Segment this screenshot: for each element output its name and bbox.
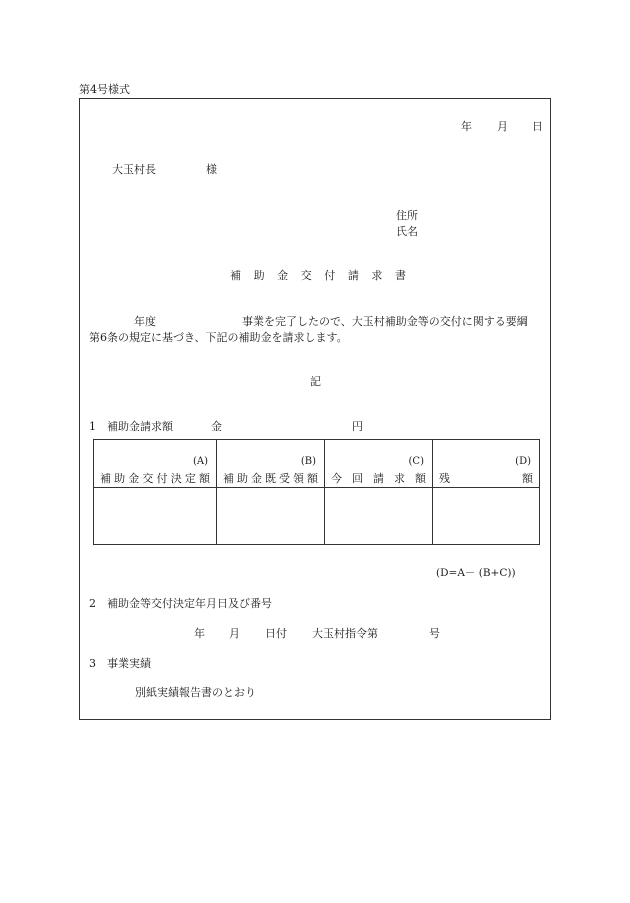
date-year: 年	[461, 120, 472, 133]
directive-label: 大玉村指令第	[312, 627, 378, 640]
header-char: 交	[142, 472, 154, 485]
header-char: 受	[279, 472, 290, 485]
header-char: 金	[128, 472, 140, 485]
header-char: 付	[156, 472, 168, 485]
header-char: 額	[198, 472, 210, 485]
title-char: 付	[324, 269, 336, 282]
body-line-1: 事業を完了したので、大玉村補助金等の交付に関する要綱	[242, 315, 528, 328]
column-letter: (D)	[515, 456, 531, 467]
address-label: 住所	[396, 209, 418, 222]
title-char: 補	[230, 269, 241, 282]
form-number: 第4号様式	[79, 83, 130, 96]
title-char: 請	[347, 269, 359, 282]
table-header-row	[94, 440, 540, 488]
section1-yen: 円	[352, 420, 363, 433]
title-char: 助	[253, 269, 265, 282]
column-header-a	[94, 440, 217, 488]
amount-cell-d[interactable]	[433, 488, 540, 545]
header-char: 額	[415, 472, 426, 485]
header-char: 定	[184, 472, 196, 485]
header-char: 補	[100, 472, 111, 485]
document-title	[230, 270, 406, 281]
header-char: 領	[293, 472, 304, 485]
section3-detail: 別紙実績報告書のとおり	[135, 686, 256, 699]
title-char: 求	[371, 269, 383, 282]
section3-label: 3 事業実績	[89, 657, 151, 670]
decision-month: 月	[229, 627, 240, 640]
header-char: 補	[223, 472, 234, 485]
header-char: 決	[170, 472, 182, 485]
column-letter: (B)	[300, 456, 316, 467]
header-char: 請	[373, 472, 384, 485]
column-header-c	[325, 440, 433, 488]
addressee-name: 大玉村長	[112, 163, 156, 176]
column-header-b	[217, 440, 325, 488]
decision-year: 年	[194, 627, 205, 640]
amount-cell-b[interactable]	[217, 488, 325, 545]
directive-number-suffix: 号	[429, 627, 440, 640]
section1-kin: 金	[211, 420, 222, 433]
section1-label: 1 補助金請求額	[89, 420, 173, 433]
title-char: 交	[300, 269, 312, 282]
body-line-2: 第6条の規定に基づき、下記の補助金を請求します。	[89, 331, 348, 344]
name-label: 氏名	[396, 225, 418, 238]
header-char: 額	[307, 472, 318, 485]
header-char: 残	[439, 472, 450, 485]
date-month: 月	[497, 120, 508, 133]
header-char: 求	[394, 472, 405, 485]
header-char: 助	[114, 472, 126, 485]
column-letter: (C)	[408, 456, 424, 467]
title-char: 金	[277, 269, 289, 282]
section2-label: 2 補助金等交付決定年月日及び番号	[89, 597, 272, 610]
column-header-d	[433, 440, 540, 488]
addressee-honorific: 様	[206, 163, 217, 176]
column-letter: (A)	[192, 456, 208, 467]
amount-table	[93, 439, 540, 545]
header-char: 回	[352, 472, 363, 485]
ki-label: 記	[310, 375, 321, 388]
header-char: 今	[331, 472, 342, 485]
formula-note: (D=A－ (B+C))	[436, 567, 516, 579]
header-char: 額	[522, 472, 533, 485]
title-char: 書	[394, 269, 406, 282]
decision-date: 日付	[265, 627, 287, 640]
header-char: 既	[265, 472, 276, 485]
amount-cell-c[interactable]	[325, 488, 433, 545]
date-day: 日	[532, 120, 543, 133]
table-row	[94, 488, 540, 545]
fiscal-year-label: 年度	[134, 315, 156, 328]
amount-cell-a[interactable]	[94, 488, 217, 545]
header-char: 金	[251, 472, 262, 485]
header-char: 助	[237, 472, 248, 485]
